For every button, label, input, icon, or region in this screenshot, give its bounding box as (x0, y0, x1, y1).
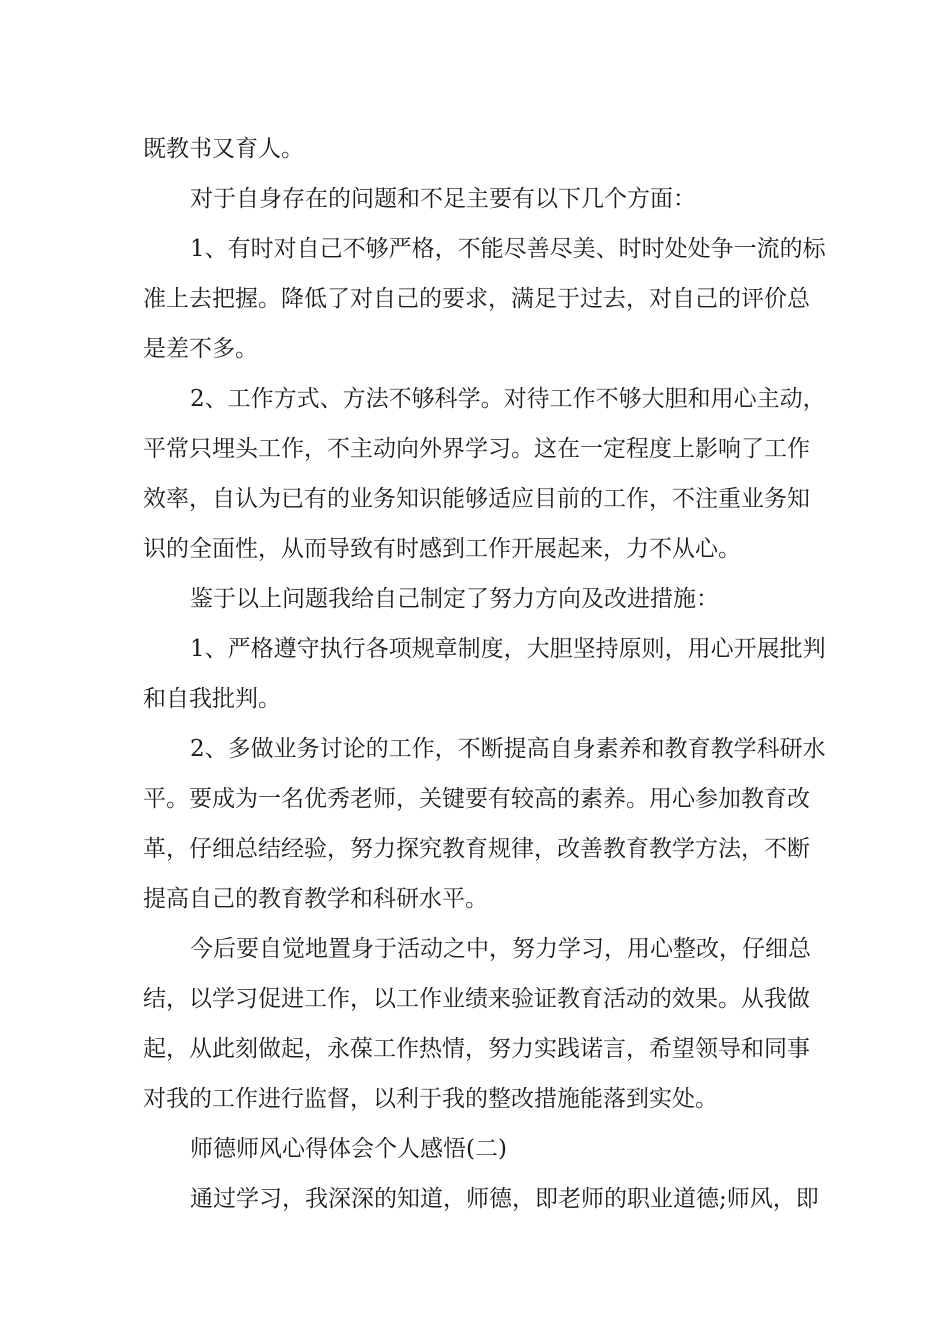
paragraph-line: 对我的工作进行监督，以利于我的整改措施能落到实处。 (143, 1086, 718, 1112)
paragraph-line: 对于自身存在的问题和不足主要有以下几个方面： (190, 186, 696, 212)
paragraph-line: 提高自己的教育教学和科研水平。 (143, 886, 488, 912)
paragraph-line: 通过学习，我深深的知道，师德，即老师的职业道德;师风，即 (190, 1186, 819, 1212)
paragraph-line: 结，以学习促进工作，以工作业绩来验证教育活动的效果。从我做 (143, 986, 810, 1012)
paragraph-line: 1、有时对自己不够严格，不能尽善尽美、时时处处争一流的标 (190, 236, 826, 262)
paragraph-line: 1、严格遵守执行各项规章制度，大胆坚持原则，用心开展批判 (190, 636, 826, 662)
paragraph-line: 既教书又育人。 (143, 136, 304, 162)
paragraph-line: 准上去把握。降低了对自己的要求，满足于过去，对自己的评价总 (143, 286, 810, 312)
paragraph-line: 2、工作方式、方法不够科学。对待工作不够大胆和用心主动， (190, 386, 826, 412)
section-heading: 师德师风心得体会个人感悟(二) (190, 1136, 507, 1162)
paragraph-line: 起，从此刻做起，永葆工作热情，努力实践诺言，希望领导和同事 (143, 1036, 810, 1062)
paragraph-line: 平常只埋头工作，不主动向外界学习。这在一定程度上影响了工作 (143, 436, 810, 462)
paragraph-line: 今后要自觉地置身于活动之中，努力学习，用心整改，仔细总 (190, 936, 811, 962)
paragraph-line: 平。要成为一名优秀老师，关键要有较高的素养。用心参加教育改 (143, 786, 810, 812)
paragraph-line: 是差不多。 (143, 336, 258, 362)
paragraph-line: 革，仔细总结经验，努力探究教育规律，改善教育教学方法，不断 (143, 836, 810, 862)
paragraph-line: 鉴于以上问题我给自己制定了努力方向及改进措施： (190, 586, 719, 612)
paragraph-line: 2、多做业务讨论的工作，不断提高自身素养和教育教学科研水 (190, 736, 826, 762)
paragraph-line: 识的全面性，从而导致有时感到工作开展起来，力不从心。 (143, 536, 741, 562)
paragraph-line: 和自我批判。 (143, 686, 281, 712)
paragraph-line: 效率，自认为已有的业务知识能够适应目前的工作，不注重业务知 (143, 486, 810, 512)
